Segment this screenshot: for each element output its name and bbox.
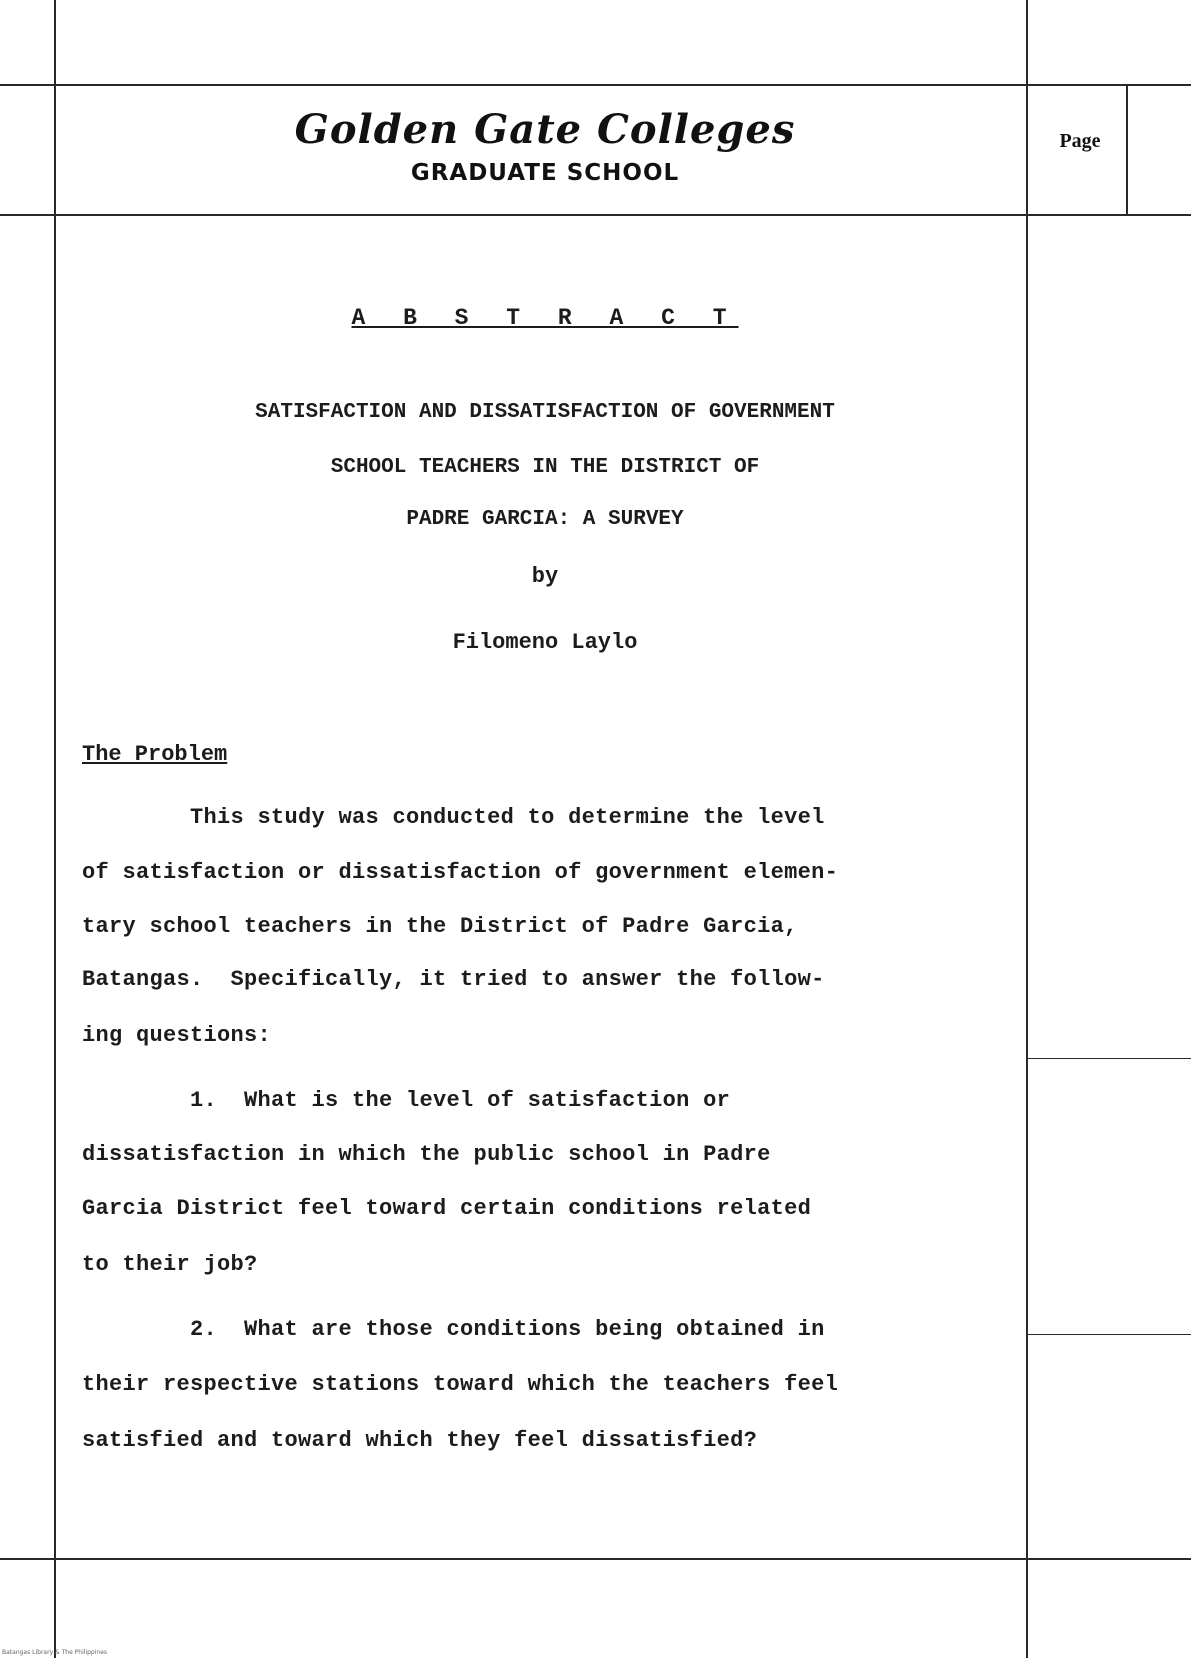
margin-tick-1	[1028, 1058, 1191, 1059]
by-label: by	[531, 564, 559, 589]
scan-footer-note: Batangas Library & The Philippines	[2, 1649, 108, 1656]
paragraph-line: tary school teachers in the District of Padre Garcia,	[82, 914, 798, 939]
author-name: Filomeno Laylo	[452, 630, 638, 655]
question-1-line: Garcia District feel toward certain conditions related	[82, 1196, 812, 1221]
question-2-line: satisfied and toward which they feel dissatisfied?	[82, 1428, 758, 1453]
page-label: Page	[1059, 130, 1101, 152]
right-margin-rule	[1026, 0, 1028, 1658]
question-1-line: 1. What is the level of satisfaction or	[82, 1088, 731, 1113]
footer-top-rule	[0, 1558, 1191, 1560]
section-heading: The Problem	[82, 742, 228, 767]
title-line-1: SATISFACTION AND DISSATISFACTION OF GOVERNMENT	[255, 401, 835, 424]
left-margin-rule	[54, 0, 56, 1658]
paragraph-line: ing questions:	[82, 1023, 272, 1048]
title-line-2: SCHOOL TEACHERS IN THE DISTRICT OF	[330, 456, 760, 479]
abstract-heading: A B S T R A C T	[351, 305, 739, 331]
graduate-school-label: GRADUATE SCHOOL	[410, 160, 680, 186]
paragraph-line: Batangas. Specifically, it tried to answer the follow-	[82, 967, 825, 992]
paragraph-line: This study was conducted to determine the level	[82, 805, 825, 830]
question-2-line: 2. What are those conditions being obtained in	[82, 1317, 825, 1342]
title-line-3: PADRE GARCIA: A SURVEY	[406, 508, 684, 531]
question-1-line: to their job?	[82, 1252, 258, 1277]
margin-tick-2	[1028, 1334, 1191, 1335]
header-bottom-rule	[0, 214, 1191, 216]
paragraph-line: of satisfaction or dissatisfaction of government elemen-	[82, 860, 839, 885]
question-1-line: dissatisfaction in which the public school in Padre	[82, 1142, 771, 1167]
top-horizontal-rule	[0, 84, 1191, 86]
question-2-line: their respective stations toward which the teachers feel	[82, 1372, 839, 1397]
school-name: Golden Gate Colleges	[294, 106, 796, 153]
